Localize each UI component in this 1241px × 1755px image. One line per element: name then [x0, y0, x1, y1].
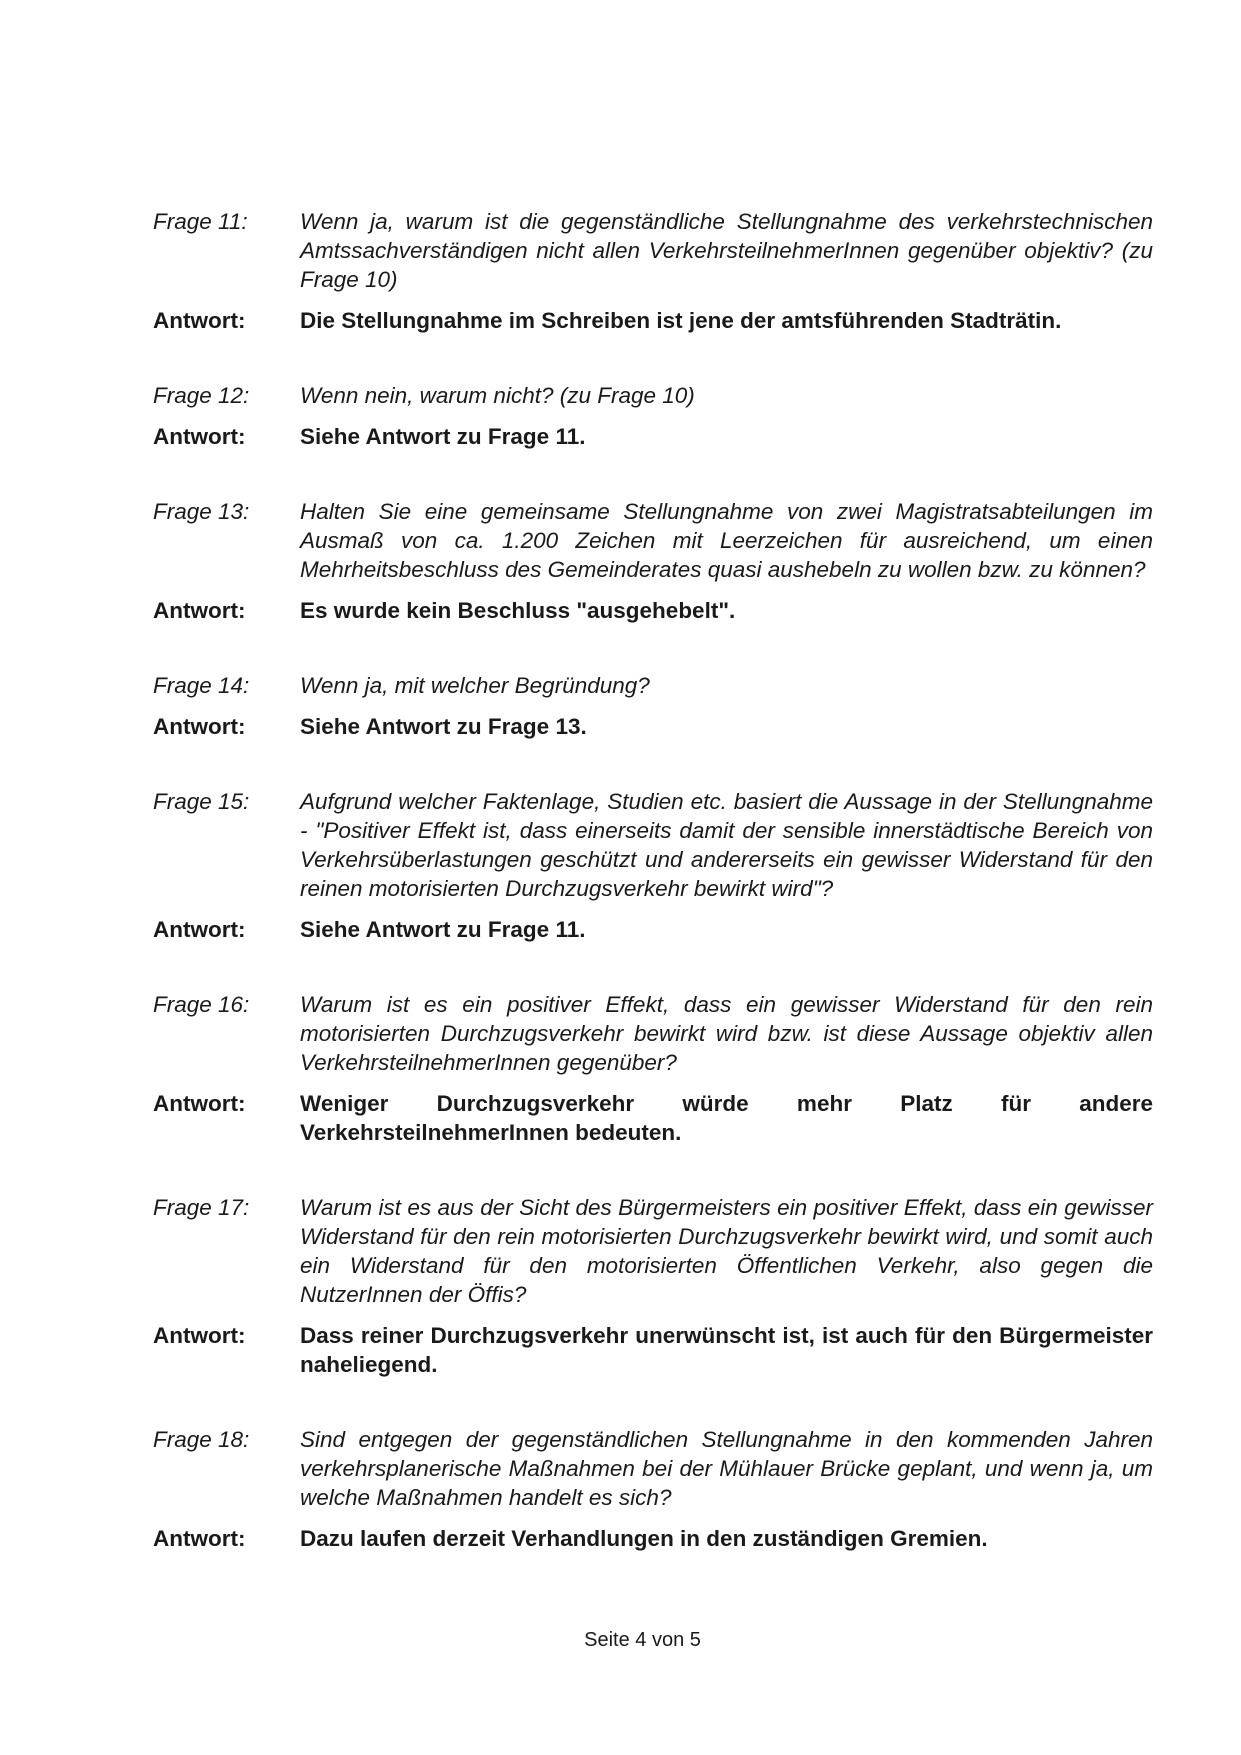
answer-text: Siehe Antwort zu Frage 11.: [300, 424, 586, 449]
answer-row: [153, 915, 1153, 944]
qa-block-16: [153, 990, 1153, 1147]
question-text: Warum ist es aus der Sicht des Bürgermeisters ein positiver Effekt, dass ein gewisser Widerstand für den rein motorisierten Durchzugsverkehr bewirkt wird, und somit auch ein Widerstand für den motorisierten Öffentlichen Verkehr, also gegen die NutzerInnen der Öffis?: [300, 1195, 1153, 1307]
question-label: Frage 15:: [153, 789, 250, 814]
question-text: Sind entgegen der gegenständlichen Stellungnahme in den kommenden Jahren verkehrsplanerische Maßnahmen bei der Mühlauer Brücke geplant, und wenn ja, um welche Maßnahmen handelt es sich?: [300, 1427, 1153, 1510]
question-row: [153, 497, 1153, 584]
answer-row: [153, 596, 1153, 625]
question-label: Frage 12:: [153, 383, 250, 408]
answer-row: [153, 1089, 1153, 1147]
question-text: Wenn nein, warum nicht? (zu Frage 10): [300, 383, 695, 408]
answer-row: [153, 712, 1153, 741]
answer-label: Antwort:: [153, 714, 246, 739]
answer-text: Siehe Antwort zu Frage 13.: [300, 714, 587, 739]
question-row: [153, 671, 1153, 700]
question-row: [153, 990, 1153, 1077]
question-text: Wenn ja, mit welcher Begründung?: [300, 673, 650, 698]
answer-label: Antwort:: [153, 917, 246, 942]
answer-label: Antwort:: [153, 1526, 246, 1551]
question-row: [153, 787, 1153, 903]
question-label: Frage 14:: [153, 673, 250, 698]
question-text: Warum ist es ein positiver Effekt, dass ein gewisser Widerstand für den rein motorisierten Durchzugsverkehr bewirkt wird bzw. ist diese Aussage objektiv allen VerkehrsteilnehmerInnen gegenüber?: [300, 992, 1153, 1075]
qa-block-13: [153, 497, 1153, 625]
answer-row: [153, 1524, 1153, 1553]
qa-block-14: [153, 671, 1153, 741]
question-label: Frage 16:: [153, 992, 250, 1017]
document-body: [153, 207, 1153, 1553]
question-row: [153, 1425, 1153, 1512]
qa-block-18: [153, 1425, 1153, 1553]
qa-block-11: [153, 207, 1153, 335]
question-row: [153, 1193, 1153, 1309]
answer-text: Dazu laufen derzeit Verhandlungen in den zuständigen Gremien.: [300, 1526, 988, 1551]
answer-text: Weniger Durchzugsverkehr würde mehr Platz für andere VerkehrsteilnehmerInnen bedeuten.: [300, 1091, 1153, 1145]
question-text: Halten Sie eine gemeinsame Stellungnahme von zwei Magistratsabteilungen im Ausmaß von ca. 1.200 Zeichen mit Leerzeichen für ausreichend, um einen Mehrheitsbeschluss des Gemeinderates quasi aushebeln zu wollen bzw. zu können?: [300, 499, 1153, 582]
question-label: Frage 17:: [153, 1195, 250, 1220]
answer-row: [153, 422, 1153, 451]
qa-block-15: [153, 787, 1153, 944]
answer-row: [153, 1321, 1153, 1379]
answer-text: Dass reiner Durchzugsverkehr unerwünscht ist, ist auch für den Bürgermeister naheliegend.: [300, 1323, 1153, 1377]
qa-block-17: [153, 1193, 1153, 1379]
question-label: Frage 13:: [153, 499, 250, 524]
question-label: Frage 18:: [153, 1427, 250, 1452]
question-row: [153, 207, 1153, 294]
question-text: Wenn ja, warum ist die gegenständliche Stellungnahme des verkehrstechnischen Amtssachverständigen nicht allen VerkehrsteilnehmerInnen gegenüber objektiv? (zu Frage 10): [300, 209, 1153, 292]
question-text: Aufgrund welcher Faktenlage, Studien etc. basiert die Aussage in der Stellungnahme - "Positiver Effekt ist, dass einerseits damit der sensible innerstädtische Bereich von Verkehrsüberlastungen geschützt und andererseits ein gewisser Widerstand für den reinen motorisierten Durchzugsverkehr bewirkt wird"?: [300, 789, 1153, 901]
answer-label: Antwort:: [153, 308, 246, 333]
page-number: Seite 4 von 5: [584, 1629, 701, 1651]
answer-text: Siehe Antwort zu Frage 11.: [300, 917, 586, 942]
answer-label: Antwort:: [153, 424, 246, 449]
answer-label: Antwort:: [153, 598, 246, 623]
question-row: [153, 381, 1153, 410]
qa-block-12: [153, 381, 1153, 451]
answer-label: Antwort:: [153, 1323, 246, 1348]
answer-row: [153, 306, 1153, 335]
question-label: Frage 11:: [153, 209, 248, 234]
answer-text: Es wurde kein Beschluss "ausgehebelt".: [300, 598, 736, 623]
answer-text: Die Stellungnahme im Schreiben ist jene der amtsführenden Stadträtin.: [300, 308, 1062, 333]
answer-label: Antwort:: [153, 1091, 246, 1116]
